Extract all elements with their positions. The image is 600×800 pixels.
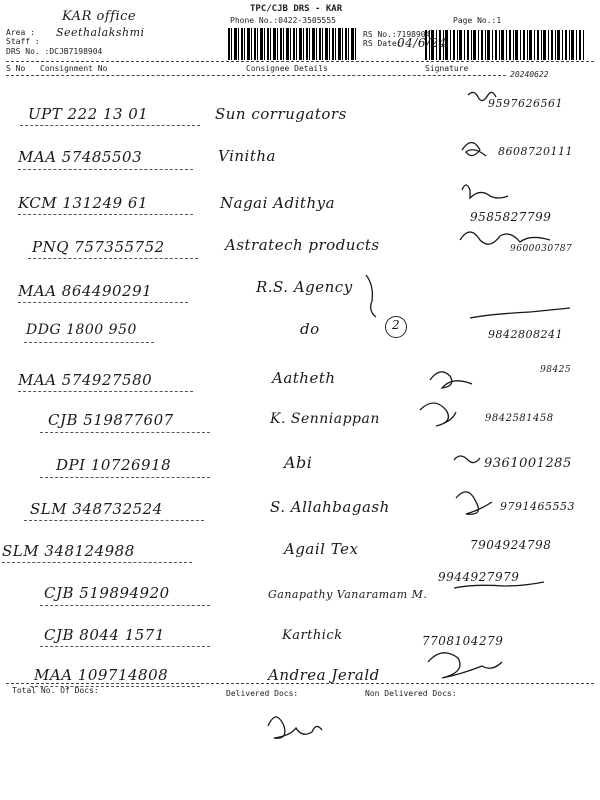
area-label: Area :	[6, 28, 35, 37]
consignee-name: Vinitha	[218, 147, 276, 165]
consignee-name: Abi	[284, 453, 313, 472]
consignment-number: SLM 348124988	[2, 542, 135, 560]
consignment-number: CJB 519877607	[48, 411, 174, 429]
consignment-number: MAA 109714808	[34, 666, 169, 684]
signature-3	[462, 185, 508, 198]
consignee-name: Sun corrugators	[215, 105, 347, 123]
page-number: Page No.:1	[453, 16, 502, 25]
consignment-number: DDG 1800 950	[26, 322, 137, 338]
rs-date-value: 04/6/24	[397, 36, 447, 50]
signature-phone: 9600030787	[510, 244, 573, 254]
signature-12	[428, 653, 502, 678]
consignment-number: PNQ 757355752	[32, 238, 165, 256]
signature-8	[420, 403, 456, 426]
circle-number-icon: 2	[392, 318, 401, 332]
consignee-name: R.S. Agency	[256, 278, 353, 296]
consignee-name: Ganapathy Vanaramam M.	[268, 588, 428, 601]
footer-divider	[6, 683, 594, 684]
consignee-name: do	[300, 320, 320, 338]
consignee-name: Agail Tex	[284, 540, 359, 558]
consignee-name: K. Senniappan	[270, 411, 380, 427]
signature-2	[462, 143, 486, 157]
consignment-number: CJB 8044 1571	[44, 626, 165, 644]
consignment-number: MAA 864490291	[18, 282, 153, 300]
col-consignee: Consignee Details	[246, 64, 328, 73]
signature-phone: 7904924798	[470, 538, 552, 552]
signature-7	[430, 372, 472, 388]
rs-date-label: RS Date:	[363, 39, 402, 48]
phone-number: Phone No.:0422-3505555	[230, 16, 336, 25]
signature-phone: 7708104279	[422, 634, 504, 648]
staff-value: Seethalakshmi	[56, 26, 145, 39]
area-value: KAR office	[62, 9, 137, 24]
signature-phone: 9597626561	[488, 97, 563, 110]
consignee-name: Aatheth	[272, 369, 336, 387]
signature-10	[456, 492, 492, 514]
signature-4	[460, 232, 550, 244]
consignment-number: CJB 519894920	[44, 584, 170, 602]
consignee-name: Nagai Adithya	[220, 194, 336, 212]
signature-phone: 9842581458	[485, 413, 554, 424]
consignment-number: UPT 222 13 01	[28, 105, 149, 123]
signature-phone: 8608720111	[498, 145, 573, 158]
delivered-docs-label: Delivered Docs:	[226, 689, 299, 698]
signature-phone: 9361001285	[484, 456, 572, 471]
total-docs-label: Total No. Of Docs:	[12, 686, 99, 695]
col-sno: S No	[6, 64, 26, 73]
signature-6	[470, 308, 570, 318]
consignee-name: Karthick	[282, 628, 343, 643]
rs-number: RS No.:7198904	[363, 30, 431, 39]
signature-1	[468, 92, 496, 100]
signature-phone: 9585827799	[470, 210, 552, 224]
signature-9	[454, 456, 480, 463]
document-title: TPC/CJB DRS - KAR	[250, 4, 343, 14]
date-stamp: 20240622	[510, 70, 549, 79]
consignee-name: Astratech products	[225, 236, 380, 254]
consignment-number: KCM 131249 61	[18, 194, 149, 212]
consignee-name: S. Allahbagash	[270, 498, 390, 516]
signature-11	[454, 582, 544, 588]
consignment-number: MAA 57485503	[18, 148, 143, 166]
drs-number: DRS No. :DCJB7198904	[6, 47, 103, 56]
signature-phone: 9842808241	[488, 328, 563, 341]
signature-phone: 9944927979	[438, 570, 520, 584]
consignment-number: DPI 10726918	[56, 456, 172, 474]
consignment-number: MAA 574927580	[18, 371, 153, 389]
footer-signature	[268, 717, 322, 738]
non-delivered-docs-label: Non Delivered Docs:	[365, 689, 457, 698]
signature-phone: 98425	[540, 365, 572, 375]
staff-label: Staff :	[6, 37, 40, 46]
consignment-number: SLM 348732524	[30, 500, 163, 518]
col-signature: Signature	[425, 64, 469, 73]
signature-phone: 9791465553	[500, 500, 575, 513]
col-consignment: Consignment No	[40, 64, 108, 73]
consignee-name: Andrea Jerald	[268, 666, 380, 684]
signature-5	[366, 275, 376, 317]
